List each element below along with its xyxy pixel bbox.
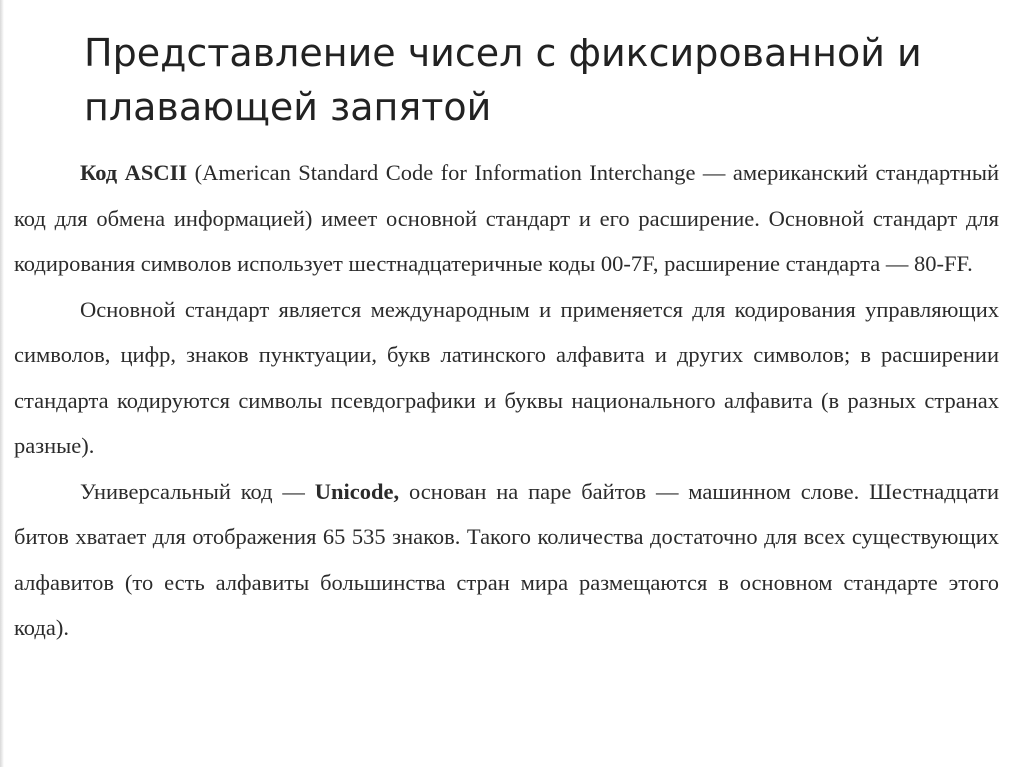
paragraph-standard	[14, 287, 999, 469]
body-text	[14, 150, 999, 651]
paragraph-standard-text: Основной стандарт является международным и применяется для кодирования управляющих символов, цифр, знаков пунктуации, букв латинского алфавита и других символов; в расширении стандарта кодируются символы псевдографики и буквы национального алфавита (в разных странах разные).	[14, 296, 999, 458]
paragraph-unicode	[14, 469, 999, 651]
paragraph-ascii	[14, 150, 999, 287]
term-unicode: Unicode,	[314, 478, 400, 504]
paragraph-ascii-text: (American Standard Code for Information Interchange — американский стандартный код для обмена информацией) имеет основной стандарт и его расширение. Основной стандарт для кодирования символов использует шестнадцатеричные коды 00-7F, расширение стандарта — 80-FF.	[14, 160, 999, 276]
paragraph-unicode-lead: Универсальный код —	[80, 478, 315, 504]
term-ascii: Код ASCII	[80, 160, 188, 185]
slide-title: Представление чисел с фиксированной и плавающей запятой	[84, 31, 922, 129]
paragraph-unicode-text: основан на паре байтов — машинном слове. Шестнадцати битов хватает для отображения 65 535 знаков. Такого количества достаточно для всех существующих алфавитов (то есть алфавиты большинства стран мира размещаются в основном стандарте этого кода).	[14, 478, 999, 640]
slide-edge	[0, 0, 4, 767]
